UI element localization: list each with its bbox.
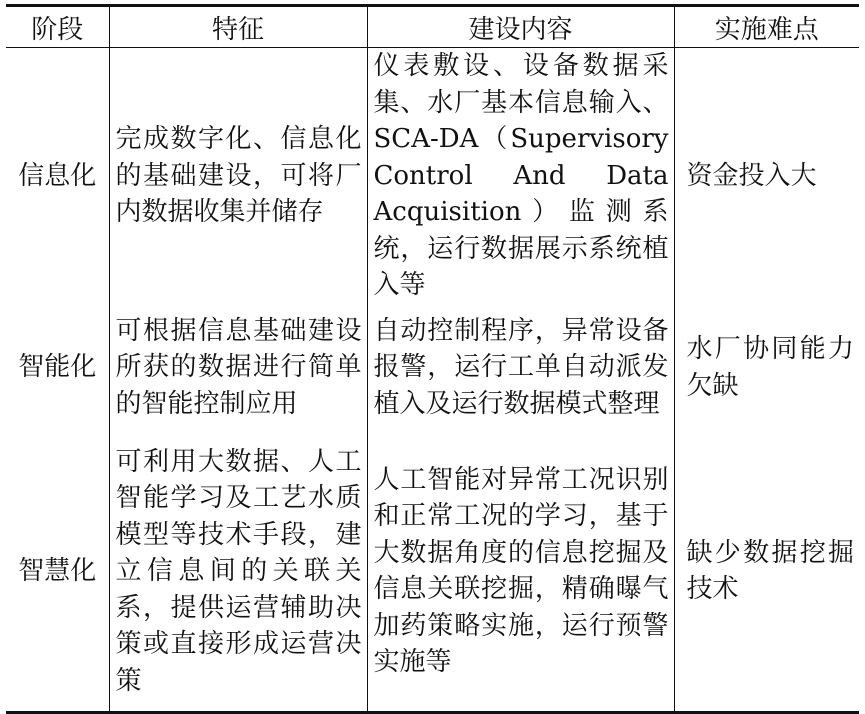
feature-cell <box>109 432 367 713</box>
stage-table <box>6 4 859 714</box>
feature-text: 完成数字化、信息化的基础建设，可将厂内数据收集并储存 <box>115 124 362 227</box>
feature-text: 可利用大数据、人工智能学习及工艺水质模型等技术手段，建立信息间的关联关系，提供运营辅助决策或直接形成运营决策 <box>115 446 362 696</box>
difficulty-cell <box>674 48 859 304</box>
feature-cell <box>109 304 367 432</box>
table-row <box>6 48 859 304</box>
content-cell <box>367 432 674 713</box>
difficulty-cell <box>674 432 859 713</box>
stage-text: 智能化 <box>18 352 97 383</box>
stage-cell <box>6 304 109 432</box>
difficulty-text: 资金投入大 <box>686 160 817 191</box>
header-row <box>6 6 859 48</box>
stage-cell <box>6 48 109 304</box>
stage-cell <box>6 432 109 713</box>
table-row <box>6 304 859 432</box>
content-cell <box>367 48 674 304</box>
header-stage: 阶段 <box>6 6 109 48</box>
stage-text: 信息化 <box>18 160 97 191</box>
content-text: 人工智能对异常工况识别和正常工况的学习，基于大数据角度的信息挖掘及信息关联挖掘，精确曝气加药策略实施，运行预警实施等 <box>373 464 669 678</box>
feature-cell <box>109 48 367 304</box>
content-text: 自动控制程序，异常设备报警，运行工单自动派发植入及运行数据模式整理 <box>373 315 669 419</box>
table-container <box>6 4 859 697</box>
table-row <box>6 432 859 713</box>
header-content: 建设内容 <box>367 6 674 48</box>
stage-text: 智慧化 <box>18 556 97 586</box>
header-feature: 特征 <box>109 6 367 48</box>
difficulty-text: 水厂协同能力欠缺 <box>686 334 854 401</box>
difficulty-cell <box>674 304 859 432</box>
content-cell <box>367 304 674 432</box>
feature-text: 可根据信息基础建设所获的数据进行简单的智能控制应用 <box>115 315 362 419</box>
header-difficulty: 实施难点 <box>674 6 859 48</box>
difficulty-text: 缺少数据挖掘技术 <box>686 537 854 605</box>
content-text: 仪表敷设、设备数据采集、水厂基本信息输入、SCA-DA（Supervisory Control And Data Acquisition）监测系统，运行数据展示系统植入等 <box>373 51 669 300</box>
